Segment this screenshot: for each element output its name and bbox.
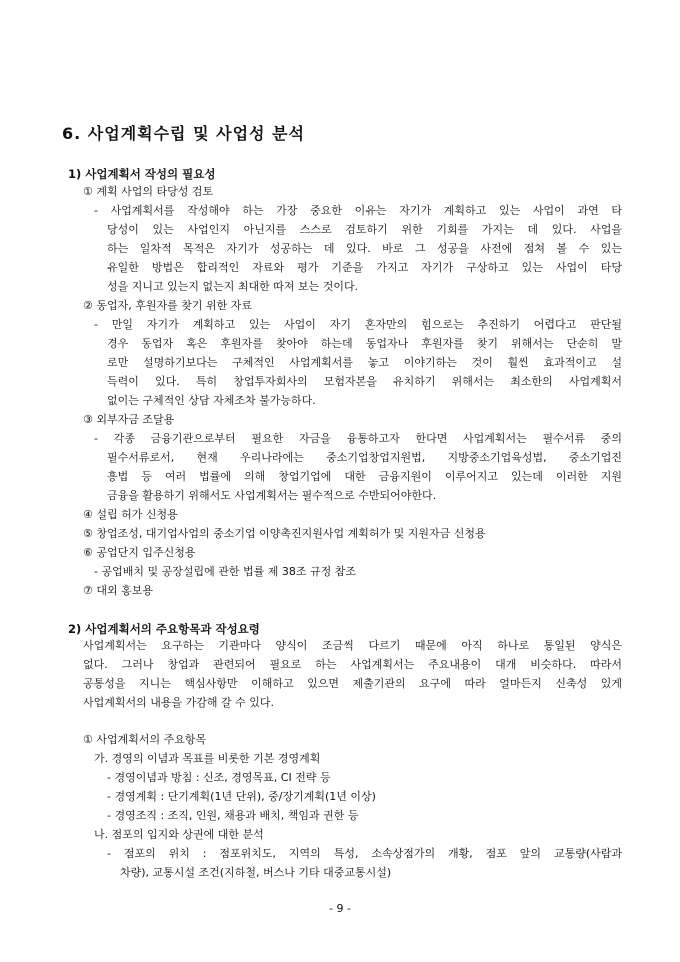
paragraph-line: 사업계획서는 요구하는 기관마다 양식이 조금씩 다르기 때문에 아직 하나로 통일된 양식은 (83, 639, 622, 652)
body-line: - 경영이념과 방침 : 신조, 경영목표, CI 전략 등 (107, 771, 331, 784)
body-line: 없이는 구체적인 상담 자체조차 불가능하다. (107, 394, 316, 407)
section-title: 6. 사업계획수립 및 사업성 분석 (62, 124, 305, 143)
body-line: 흥법 등 여러 법률에 의해 창업기업에 대한 금융지원이 이루어지고 있는데 이러한 지원 (107, 470, 622, 483)
body-line: 득력이 있다. 특히 창업투자회사의 모험자본을 유치하기 위해서는 최소한의 사업계획서 (107, 375, 622, 388)
item-label: ⑦ 대외 홍보용 (83, 584, 153, 597)
body-line: - 만일 자기가 계획하고 있는 사업이 자기 혼자만의 힘으로는 추진하기 어렵다고 판단될 (94, 318, 622, 331)
body-line: - 공업배치 및 공장설립에 관한 법률 제 38조 규정 참조 (94, 565, 356, 578)
body-line: - 점포의 위치 : 점포위치도, 지역의 특성, 소속상점가의 개황, 점포 앞의 교통량(사람과 (107, 847, 622, 860)
item-label: ② 동업자, 후원자를 찾기 위한 자료 (83, 299, 252, 312)
item-label: ① 계획 사업의 타당성 검토 (83, 185, 214, 198)
item-label: ③ 외부자금 조달용 (83, 413, 175, 426)
body-line: 당성이 있는 사업인지 아닌지를 스스로 검토하기 위한 기회를 가지는 데 있다. 사업을 (107, 223, 622, 236)
item-label: ⑤ 창업조성, 대기업사업의 중소기업 이양촉진지원사업 계획허가 및 지원자금 신청용 (83, 527, 486, 540)
body-line: - 각종 금융기관으로부터 필요한 자금을 융통하고자 한다면 사업계획서는 필수서류 중의 (94, 432, 622, 445)
body-line: 하는 일차적 목적은 자기가 성공하는 데 있다. 바로 그 성공을 사전에 점쳐 볼 수 있는 (107, 242, 622, 255)
subsection-heading-1: 1) 사업계획서 작성의 필요성 (68, 167, 216, 181)
body-line: 필수서류로서, 현재 우리나라에는 중소기업창업지원법, 지방중소기업육성법, 중소기업진 (107, 451, 622, 464)
paragraph-line: 공통성을 지니는 핵심사항만 이해하고 있으면 제출기관의 요구에 따라 얼마든지 신축성 있게 (83, 677, 622, 690)
body-line: 경우 동업자 혹은 후원자를 찾아야 하는데 동업자나 후원자를 찾기 위해서는 단순히 말 (107, 337, 622, 350)
paragraph-line: 사업계획서의 내용을 가감해 갈 수 있다. (83, 696, 274, 709)
body-line: 성을 지니고 있는지 없는지 최대한 따져 보는 것이다. (107, 280, 359, 293)
paragraph-line: 없다. 그러나 창업과 관련되어 필요로 하는 사업계획서는 주요내용이 대개 비슷하다. 따라서 (83, 658, 622, 671)
body-line: - 사업계획서를 작성해야 하는 가장 중요한 이유는 자기가 계획하고 있는 사업이 과연 타 (94, 204, 622, 217)
body-line: 로만 설명하기보다는 구체적인 사업계획서를 놓고 이야기하는 것이 훨씬 효과적이고 설 (107, 356, 622, 369)
body-line: - 경영계획 : 단기계획(1년 단위), 중/장기계획(1년 이상) (107, 790, 376, 803)
sub-heading: 가. 경영의 이념과 목표를 비롯한 기본 경영계획 (94, 752, 321, 765)
body-line: 금융을 활용하기 위해서도 사업계획서는 필수적으로 수반되어야한다. (107, 489, 437, 502)
body-line: 유일한 방법은 합리적인 자료와 평가 기준을 가지고 자기가 구상하고 있는 사업이 타당 (107, 261, 622, 274)
body-line: 차량), 교통시설 조건(지하철, 버스나 기타 대중교통시설) (120, 866, 392, 879)
item-label: ⑥ 공업단지 입주신청용 (83, 546, 196, 559)
item-label: ① 사업계획서의 주요항목 (83, 733, 207, 746)
subsection-heading-2: 2) 사업계획서의 주요항목과 작성요령 (68, 622, 260, 636)
sub-heading: 나. 점포의 입지와 상권에 대한 분석 (94, 828, 264, 841)
page-number: - 9 - (329, 902, 351, 915)
body-line: - 경영조직 : 조직, 인원, 채용과 배치, 책임과 권한 등 (107, 809, 359, 822)
item-label: ④ 설립 허가 신청용 (83, 508, 178, 521)
